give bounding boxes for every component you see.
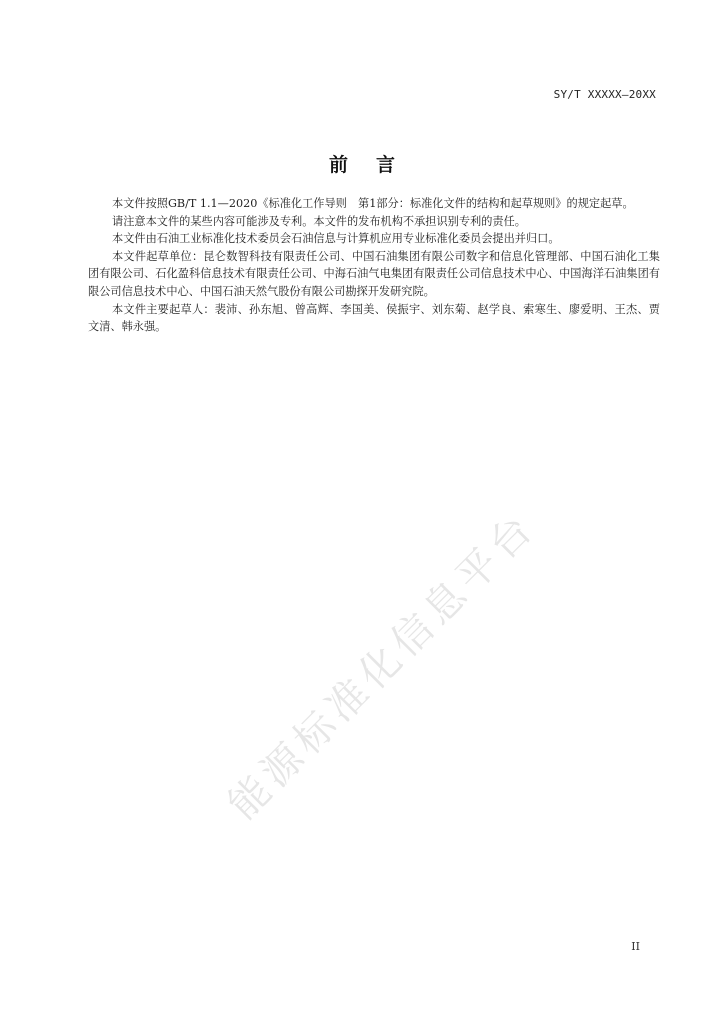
paragraph-drafting-rules: 本文件按照GB/T 1.1—2020《标准化工作导则 第1部分：标准化文件的结构和起草规则》的规定起草。 [112, 197, 634, 210]
foreword-body [88, 195, 660, 336]
page-number: II [631, 940, 640, 953]
page-title: 前言 [328, 154, 423, 176]
paragraph-patent-notice: 请注意本文件的某些内容可能涉及专利。本文件的发布机构不承担识别专利的责任。 [112, 214, 526, 228]
paragraph-proposer: 本文件由石油工业标准化技术委员会石油信息与计算机应用专业标准化委员会提出并归口。 [112, 232, 560, 246]
paragraph-drafters: 本文件主要起草人：裴沛、孙东旭、曾高辉、李国美、侯振宇、刘东菊、赵学良、索寒生、廖爱明、王杰、贾文清、韩永强。 [88, 302, 660, 334]
watermark: 能源标准化信息平台 [219, 503, 546, 829]
document-code: SY/T XXXXX—20XX [553, 88, 656, 101]
paragraph-drafting-units: 本文件起草单位：昆仑数智科技有限责任公司、中国石油集团有限公司数字和信息化管理部、中国石油化工集团有限公司、石化盈科信息技术有限责任公司、中海石油气电集团有限责任公司信息技术中心、中国海洋石油集团有限公司信息技术中心、中国石油天然气股份有限公司勘探开发研究院。 [88, 249, 660, 298]
